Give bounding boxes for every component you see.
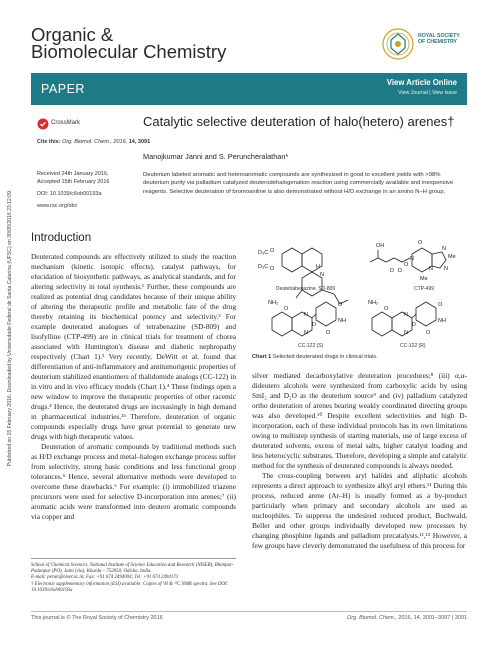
atom-label: D: [390, 268, 394, 274]
footer-pages: 2016, 14, 3091–3097 | 3091: [398, 615, 467, 621]
atom-label: O: [326, 330, 331, 336]
download-watermark-text: Published on 15 February 2016. Downloaded by Universidade Federal de Santa Catarina (UFSC) on 30/05/2016 23:12:09.: [7, 189, 13, 467]
atom-label: OH: [376, 243, 385, 249]
atom-label: NH₂: [368, 300, 379, 306]
chart-caption-text: Selected deuterated drugs in clinical trials.: [272, 354, 378, 360]
atom-label: N: [304, 330, 308, 336]
atom-label: N: [304, 312, 308, 318]
atom-label: O: [418, 240, 423, 246]
crossmark-label: CrossMark: [51, 120, 81, 126]
tetrabenazine-ring-a: [282, 248, 302, 272]
journal-title-line1: Organic &: [31, 24, 114, 45]
cc122-s-ring-a: [272, 312, 292, 336]
atom-label: O: [338, 302, 343, 308]
cc122-r-ring-b: [392, 312, 412, 336]
chart-caption: [252, 354, 378, 360]
body-column-left: [31, 252, 236, 522]
atom-label: N: [404, 330, 408, 336]
atom-label: N: [442, 246, 446, 252]
article-type-label: PAPER: [41, 82, 85, 96]
ctp499-structure: [370, 248, 446, 272]
citation: [37, 139, 150, 146]
body-paragraph: silver mediated decarboxylative deuteration procedures;⁸ (iii) α,α-dideutero alcohols were synthesized from carboxylic acids by using SmI₂ and D₂O as the deuterium source⁹ and (iv) palladium catalyzed ortho deuteration of arenes bearing weakly coordinated directing groups was also developed.¹⁰ Despite excellent selectivities and high D-incorporation, each of these individual protocols has its own limitations owing to multistep synthesis of starting materials, use of large excess of deuterated solvents, excess of metal salts, higher catalyst loading and less heterocyclic substrates. Therefore, developing a simple and catalytic method for the synthesis of deuterated compounds is always needed.: [252, 371, 467, 471]
affiliation-footnote: School of Chemical Sciences, National Institute of Science Education and Research (NISER), Bhimpur-Padanpur (PO), Jatni (via), Khurda – 752050, Odisha, India.: [31, 563, 234, 575]
footer-divider: [31, 611, 467, 612]
accepted-date: Accepted 15th February 2016: [37, 179, 110, 185]
rsc-name: [418, 33, 460, 45]
cc122-s-ring-c: [316, 302, 336, 326]
chemical-structures-figure: [252, 232, 467, 352]
section-heading-introduction: Introduction: [31, 232, 92, 244]
atom-label: D₃C: [258, 250, 269, 256]
tetrabenazine-structure: [282, 248, 348, 304]
journal-title: [31, 26, 226, 60]
body-paragraph: Deuterated compounds are effectively utilized to study the reaction mechanism (kinetic isotopic effects), catalyst pathways, for elucidation of biosynthetic pathways, as analytical standards, and for altering selectivity in total synthesis.¹ Further, these compounds are realized as potential drug candidates because of their unique ability of altering the therapeutic profile and metabolic fate of the drug thereby retaining its biochemical potency and selectivity.² For example deuterated analogues of tetrabenazine (SD-809) and lisofylline (CTP-499) are in clinical trials for treatment of chorea associated with Huntington's disease and diabetic nephropathy respectively (Chart 1).³ Very recently, DeWitt et al. found that differentiation of anti-inflammatory and antitumorigenic properties of deuterium stabilized enantiomers of thalidomide analogs (CC-122) in in vitro and in vivo efficacy models (Chart 1).⁴ These findings open a new window to improve the therapeutic properties of other racemic drugs.⁴ Hence, the deuterated drugs are increasingly in high demand in pharmaceutical industries.²ᵇ Therefore, deuteration of organic compounds especially drugs have great potential to generate new drugs with high therapeutic values.: [31, 252, 237, 442]
footnotes: [31, 563, 236, 594]
atom-label: O: [404, 262, 409, 268]
crossmark-icon: [37, 118, 49, 130]
structure-label-cc122-r: CC-122 (R): [400, 343, 426, 349]
view-article-online-link[interactable]: View Article Online: [386, 78, 457, 87]
journal-url[interactable]: www.rsc.org/obc: [37, 203, 78, 209]
rsc-logo[interactable]: [382, 28, 462, 66]
page-citation-footer: [347, 615, 467, 621]
cc122-r-ring-c: [416, 302, 436, 326]
body-paragraph: The cross-coupling between aryl halides and aliphatic alcohols represents a direct approach to synthesize alkyl aryl ethers.¹¹ During this process, reduced arene (Ar–H) is usually formed as a by-product particularly when primary and secondary alcohols are used as nucleophiles. To suppress the undesired reduced product, Buchwald, Beller and other groups individually developed new processes by changing phosphine ligands and palladium precatalysts.¹¹,¹² However, a few groups have cleverly demonstrated the usefulness of this process for: [252, 471, 467, 551]
esi-footnote: † Electronic supplementary information (ESI) available: Copies of ¹H & ¹³C NMR spectra. See DOI: 10.1039/c6ob00193a: [31, 581, 229, 593]
received-date: Received 24th January 2016,: [37, 171, 109, 177]
structure-label-ctp499: CTP-499: [414, 286, 435, 292]
view-journal-link[interactable]: View Journal | View Issue: [398, 90, 457, 96]
copyright-footer: This journal is © The Royal Society of Chemistry 2016: [31, 615, 163, 621]
atom-label: NH₂: [268, 300, 279, 306]
cite-label: Cite this:: [37, 139, 61, 145]
body-paragraph: Deuteration of aromatic compounds by traditional methods such as H/D exchange process and metal–halogen exchange process suffer from selectivity, strong basic conditions and less functional group tolerances.⁵ Hence, several alternative methods were developed to overcome these drawbacks.⁶ For example: (i) immobilized triazene precursors were used for selective D-incorporation into arenes;⁷ (ii) aromatic acids were transformed into deutero aromatic compounds via copper and: [31, 442, 236, 522]
cite-volume: 14, 3091: [128, 139, 151, 145]
chart-1-structures: [252, 232, 467, 352]
atom-label: N: [410, 256, 414, 262]
atom-label: N: [444, 266, 448, 272]
footnote-divider: [31, 558, 236, 559]
rsc-seal-icon: [382, 28, 414, 60]
atom-label: D: [398, 268, 402, 274]
atom-label: NH: [438, 318, 446, 324]
cc122-r-ring-a: [372, 312, 392, 336]
rsc-name-line2: OF CHEMISTRY: [418, 39, 458, 45]
journal-title-line2: Biomolecular Chemistry: [31, 41, 227, 62]
doi[interactable]: DOI: 10.1039/c6ob00193a: [37, 191, 102, 197]
crossmark-badge[interactable]: [37, 118, 83, 130]
article-type-banner: [31, 73, 467, 105]
authors: Manojkumar Janni and S. Peruncheralathan*: [143, 152, 289, 161]
rsc-name-line1: ROYAL SOCIETY: [418, 33, 460, 39]
atom-label: N: [320, 272, 324, 278]
contact-footnote: E-mail: perun@niser.ac.in; Fax: +91 674 2494004; Tel: +91 674 2494173: [31, 575, 179, 581]
footer-journal: Org. Biomol. Chem.,: [346, 615, 397, 621]
structure-label-sd809: Deutetrabenazine, SD-809: [276, 286, 336, 292]
atom-label: D₃C: [258, 264, 269, 270]
atom-label: NH: [338, 318, 346, 324]
body-column-right: [252, 371, 467, 551]
cc122-s-ring-b: [292, 312, 312, 336]
chart-caption-label: Chart 1: [252, 354, 272, 360]
atom-label: D: [412, 322, 416, 328]
atom-label: O: [270, 248, 275, 254]
atom-label: D: [312, 322, 316, 328]
atom-label: O: [384, 306, 389, 312]
download-watermark: [3, 95, 12, 565]
atom-label: Me: [448, 254, 456, 260]
atom-label: O: [270, 266, 275, 272]
tetrabenazine-ring-c: [302, 272, 322, 296]
atom-label: N: [429, 266, 433, 272]
article-title: Catalytic selective deuteration of halo(hetero) arenes†: [143, 114, 455, 129]
atom-label: N: [404, 312, 408, 318]
cite-journal: Org. Biomol. Chem., 2016,: [62, 139, 128, 145]
atom-label: O: [426, 330, 431, 336]
atom-label: H: [316, 264, 320, 270]
atom-label: Me: [420, 276, 428, 282]
atom-label: O: [438, 302, 443, 308]
structure-label-cc122-s: CC-122 (S): [298, 343, 324, 349]
atom-label: O: [284, 306, 289, 312]
abstract: Deuterium labeled aromatic and heteroaromatic compounds are synthesized in good to excellent yields with >98% deuterium purity via palladium catalyzed deuterodehalogenation reaction using commercially available and inexpensive reagents. Selective deuteration of bromoaniline is also demonstrated without H/D exchange in an amino N–H group.: [143, 172, 454, 195]
